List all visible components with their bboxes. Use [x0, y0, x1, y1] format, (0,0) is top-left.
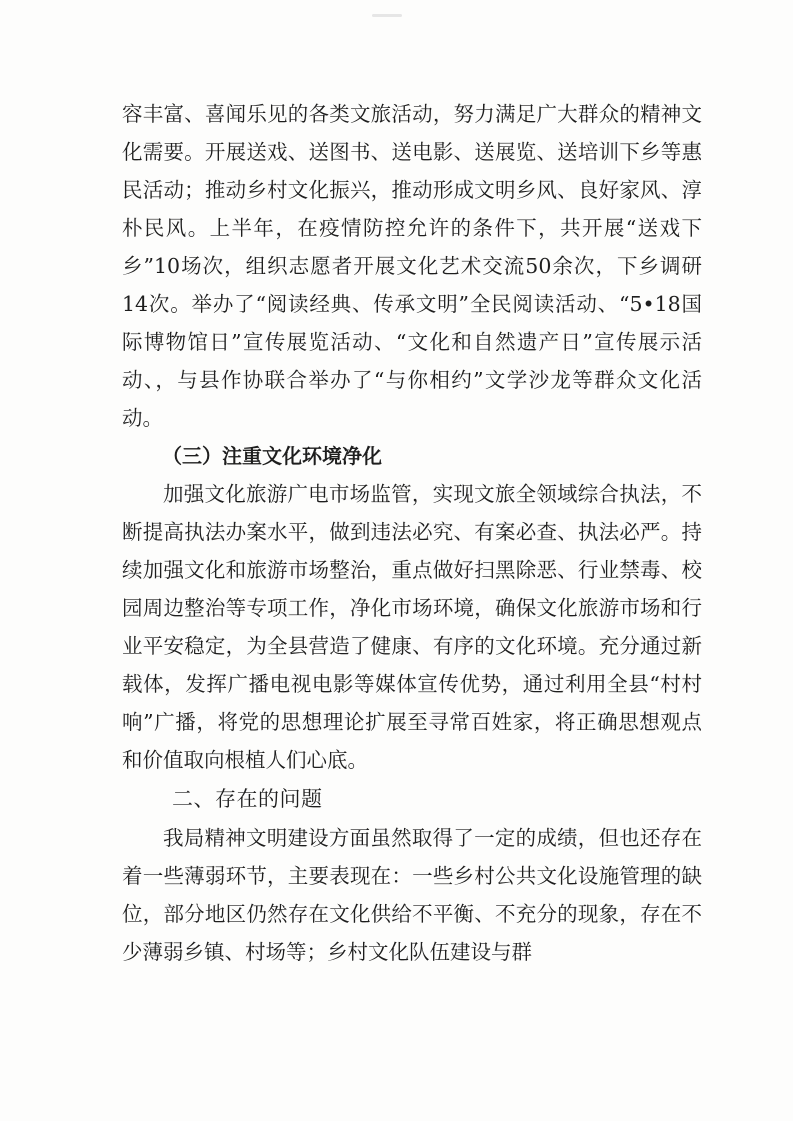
- document-body: [122, 95, 702, 971]
- paragraph-problems: 我局精神文明建设方面虽然取得了一定的成绩，但也还存在着一些薄弱环节，主要表现在：一些乡村公共文化设施管理的缺位，部分地区仍然存在文化供给不平衡、不充分的现象，存在不少薄弱乡镇、村场等；乡村文化队伍建设与群: [122, 826, 702, 964]
- section-heading-2: 二、存在的问题: [172, 787, 323, 811]
- subsection-heading-3: （三）注重文化环境净化: [162, 444, 382, 468]
- scan-mark: [372, 14, 402, 17]
- paragraph-continued: 容丰富、喜闻乐见的各类文旅活动，努力满足广大群众的精神文化需要。开展送戏、送图书、送电影、送展览、送培训下乡等惠民活动；推动乡村文化振兴，推动形成文明乡风、良好家风、淳朴民风。上半年，在疫情防控允许的条件下，共开展“送戏下乡”10场次，组织志愿者开展文化艺术交流50余次，下乡调研14次。举办了“阅读经典、传承文明”全民阅读活动、“5•18国际博物馆日”宣传展览活动、“文化和自然遗产日”宣传展示活动、，与县作协联合举办了“与你相约”文学沙龙等群众文化活动。: [122, 102, 702, 430]
- paragraph-environment: 加强文化旅游广电市场监管，实现文旅全领域综合执法，不断提高执法办案水平，做到违法必究、有案必查、执法必严。持续加强文化和旅游市场整治，重点做好扫黑除恶、行业禁毒、校园周边整治等专项工作，净化市场环境，确保文化旅游市场和行业平安稳定，为全县营造了健康、有序的文化环境。充分通过新载体，发挥广播电视电影等媒体宣传优势，通过利用全县“村村响”广播，将党的思想理论扩展至寻常百姓家，将正确思想观点和价值取向根植人们心底。: [122, 482, 702, 772]
